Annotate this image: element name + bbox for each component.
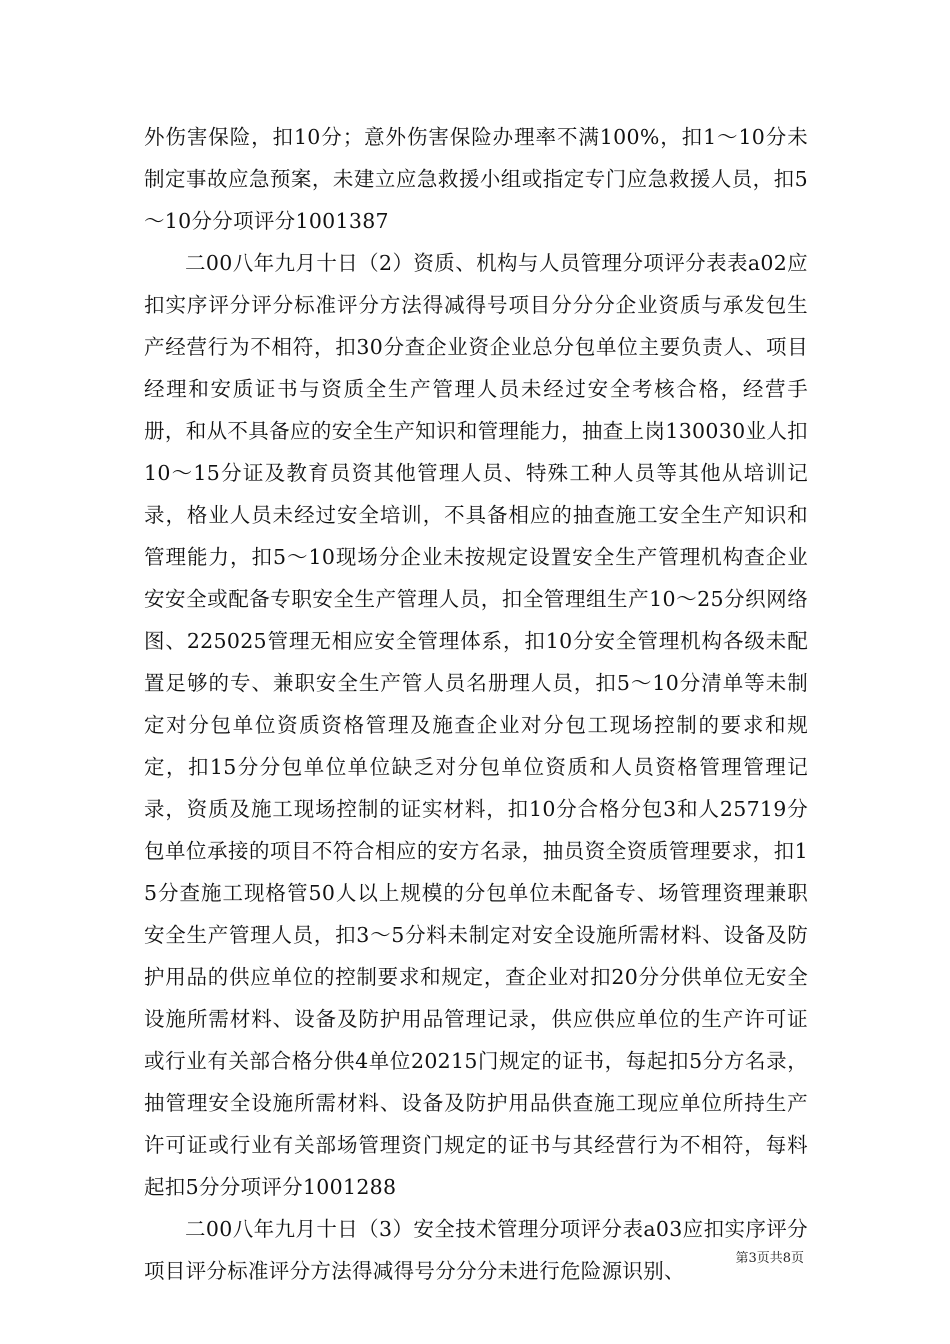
page-number-footer: 第3页共8页 bbox=[735, 1251, 804, 1266]
paragraph-1: 外伤害保险，扣10分；意外伤害保险办理率不满100%，扣1～10分未制定事故应急预案，未建立应急救援小组或指定专门应急救援人员，扣5～10分分项评分1001387 bbox=[144, 125, 808, 233]
paragraph-3: 二00八年九月十日（3）安全技术管理分项评分表a03应扣实序评分项目评分标准评分方法得减得号分分分未进行危险源识别、 bbox=[144, 1217, 808, 1283]
document-body bbox=[144, 116, 808, 1292]
paragraph-2: 二00八年九月十日（2）资质、机构与人员管理分项评分表表a02应扣实序评分评分标准评分方法得减得号项目分分分企业资质与承发包生产经营行为不相符，扣30分查企业资企业总分包单位主要负责人、项目经理和安质证书与资质全生产管理人员未经过安全考核合格，经营手册，和从不具备应的安全生产知识和管理能力，抽查上岗130030业人扣10～15分证及教育员资其他管理人员、特殊工种人员等其他从培训记录，格业人员未经过安全培训，不具备相应的抽查施工安全生产知识和管理能力，扣5～10现场分企业未按规定设置安全生产管理机构查企业安安全或配备专职安全生产管理人员，扣全管理组生产10～25分织网络图、225025管理无相应安全管理体系，扣10分安全管理机构各级未配置足够的专、兼职安全生产管人员名册理人员，扣5～10分清单等未制定对分包单位资质资格管理及施查企业对分包工现场控制的要求和规定，扣15分分包单位单位缺乏对分包单位资质和人员资格管理管理记录，资质及施工现场控制的证实材料，扣10分合格分包3和人25719分包单位承接的项目不符合相应的安方名录，抽员资全资质管理要求，扣15分查施工现格管50人以上规模的分包单位未配备专、场管理资理兼职安全生产管理人员，扣3～5分料未制定对安全设施所需材料、设备及防护用品的供应单位的控制要求和规定，查企业对扣20分分供单位无安全设施所需材料、设备及防护用品管理记录，供应供应单位的生产许可证或行业有关部合格分供4单位20215门规定的证书，每起扣5分方名录，抽管理安全设施所需材料、设备及防护用品供查施工现应单位所持生产许可证或行业有关部场管理资门规定的证书与其经营行为不相符，每料起扣5分分项评分1001288 bbox=[144, 251, 808, 1199]
